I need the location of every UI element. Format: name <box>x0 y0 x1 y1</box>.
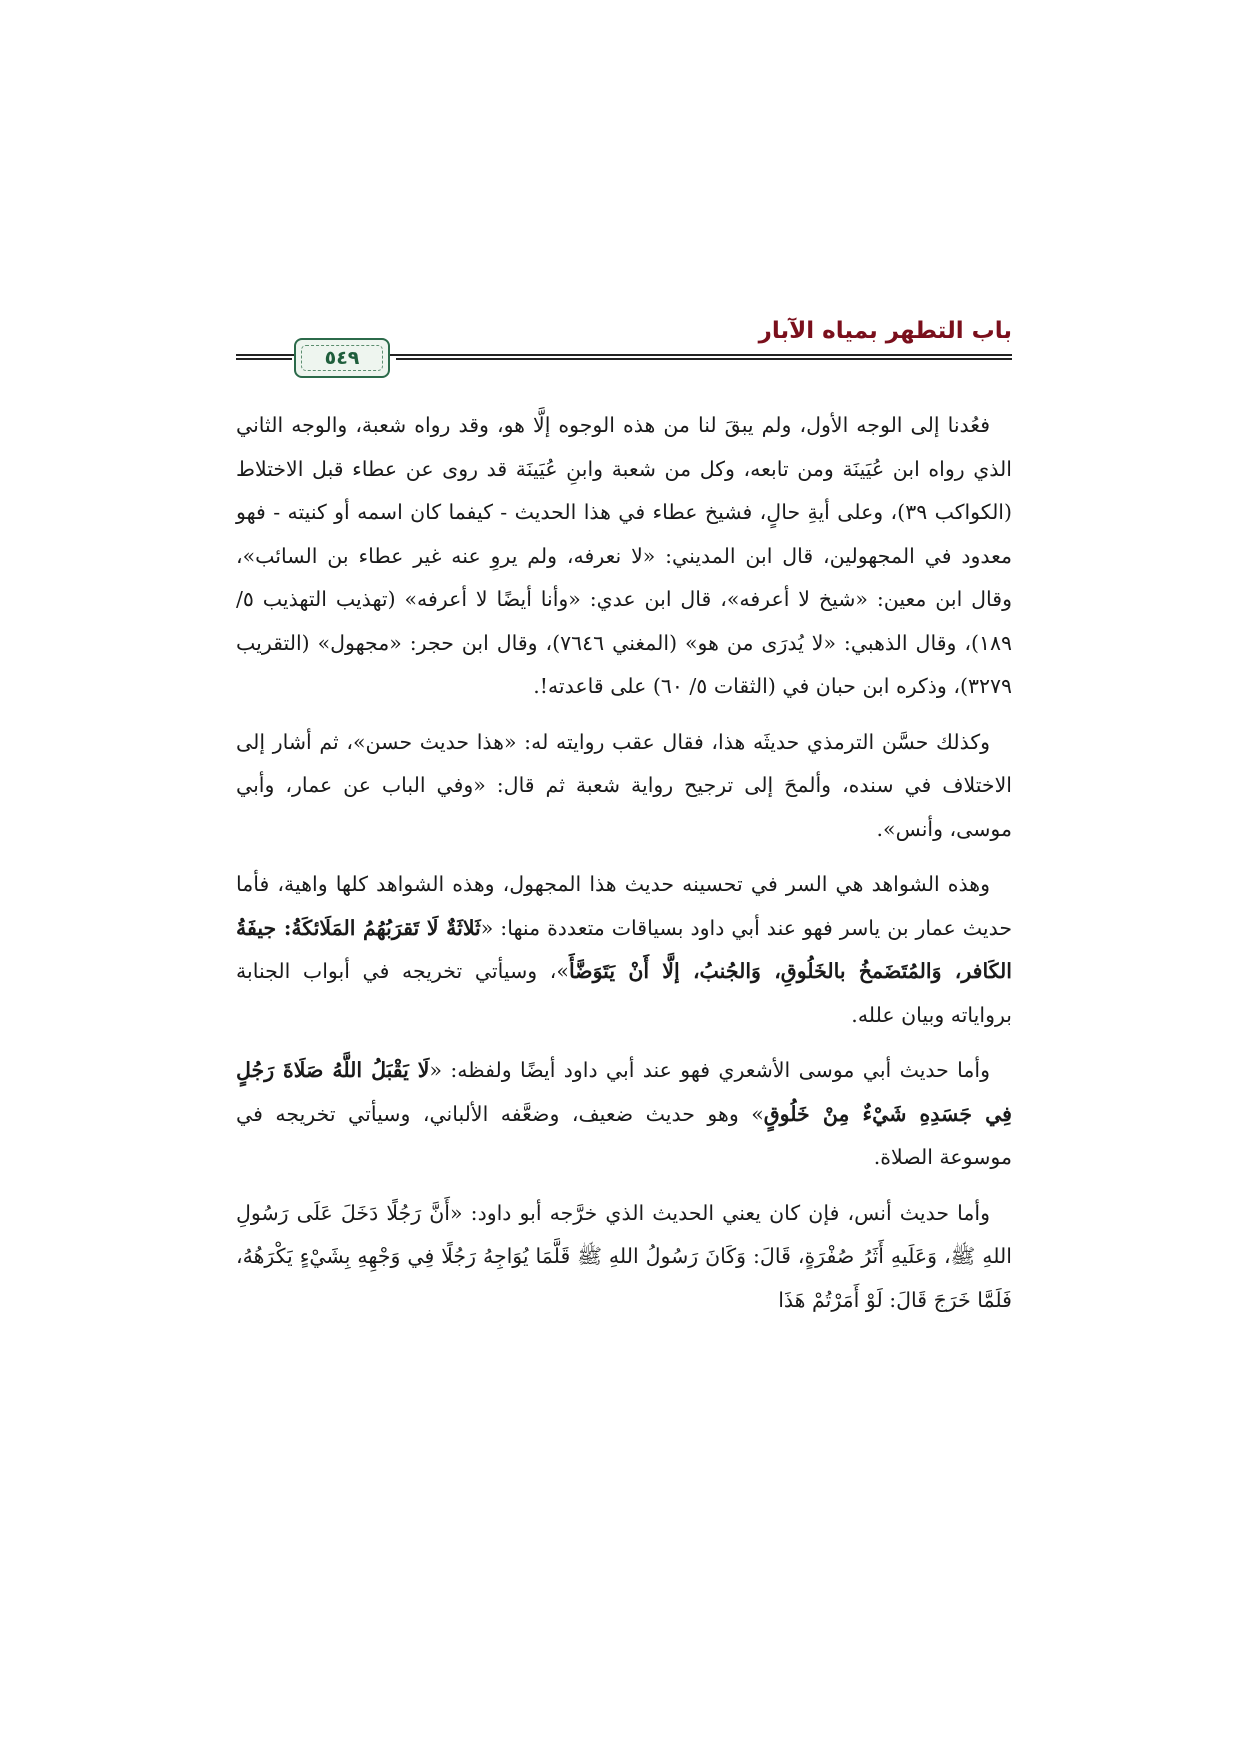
paragraph-3-text: وهذه الشواهد هي السر في تحسينه حديث هذا المجهول، وهذه الشواهد كلها واهية، فأما حديث عمار بن ياسر فهو عند أبي داود بسياقات متعددة منها: « <box>236 872 1013 940</box>
page-body <box>236 404 1012 1334</box>
paragraph-1: فعُدنا إلى الوجه الأول، ولم يبقَ لنا من هذه الوجوه إلَّا هو، وقد رواه شعبة، والوجه الثاني الذي رواه ابن عُيَينَة ومن تابعه، وكل من شعبة وابنِ عُيَينَة قد روى عن عطاء قبل الاختلاط (الكواكب ٣٩)، وعلى أيةِ حالٍ، فشيخ عطاء في هذا الحديث - كيفما كان اسمه أو كنيته - فهو معدود في المجهولين، قال ابن المديني: «لا نعرفه، ولم يروِ عنه غير عطاء بن السائب»، وقال ابن معين: «شيخ لا أعرفه»، قال ابن عدي: «وأنا أيضًا لا أعرفه» (تهذيب التهذيب ٥/ ١٨٩)، وقال الذهبي: «لا يُدرَى من هو» (المغني ٧٦٤٦)، وقال ابن حجر: «مجهول» (التقريب ٣٢٧٩)، وذكره ابن حبان في (الثقات ٥/ ٦٠) على قاعدته!. <box>236 413 1013 698</box>
chapter-title: باب التطهر بمياه الآبار <box>758 318 1012 344</box>
header-rule-right-lower <box>396 358 1012 360</box>
page-number: ٥٤٩ <box>324 347 360 369</box>
paragraph-3 <box>236 863 1012 1037</box>
paragraph-3-tail: »، وسيأتي تخريجه في أبواب الجنابة برواياته وبيان علله. <box>236 959 1012 1027</box>
paragraph-4-text: وأما حديث أبي موسى الأشعري فهو عند أبي داود أيضًا ولفظه: « <box>429 1058 990 1082</box>
paragraph-2: وكذلك حسَّن الترمذي حديثَه هذا، فقال عقب روايته له: «هذا حديث حسن»، ثم أشار إلى الاختلاف في سنده، وألمحَ إلى ترجيح رواية شعبة ثم قال: «وفي الباب عن عمار، وأبي موسى، وأنس». <box>236 729 1012 841</box>
paragraph-5: وأما حديث أنس، فإن كان يعني الحديث الذي خرَّجه أبو داود: «أَنَّ رَجُلًا دَخَلَ عَلَى رَسُولِ اللهِ ﷺ، وَعَلَيهِ أَثَرُ صُفْرَةٍ، قَالَ: وَكَانَ رَسُولُ اللهِ ﷺ قَلَّمَا يُوَاجِهُ رَجُلًا فِي وَجْهِهِ بِشَيْءٍ يَكْرَهُهُ، فَلَمَّا خَرَجَ قَالَ: لَوْ أَمَرْتُمْ هَذَا <box>236 1200 1012 1312</box>
hadith-quote-abu-musa: لَا يَقْبَلُ اللَّهُ صَلَاةَ رَجُلٍ فِي جَسَدِهِ شَيْءٌ مِنْ خَلُوقٍ <box>236 1058 1012 1126</box>
header-rule-left <box>236 354 292 356</box>
page-number-badge <box>294 338 390 378</box>
page-header <box>236 316 1012 369</box>
hadith-quote-ammar: ثَلاثَةٌ لَا تَقرَبُهُمُ المَلَائكَةُ: جيفَةُ الكَافر، وَالمُتَضَمخُ بالخَلُوقِ، وَالجُنبُ، إلَّا أَنْ يَتَوَضَّأَ <box>236 915 1012 983</box>
paragraph-4-tail: » وهو حديث ضعيف، وضعَّفه الألباني، وسيأتي تخريجه في موسوعة الصلاة. <box>236 1101 1012 1169</box>
paragraph-4 <box>236 1049 1012 1180</box>
header-rule-left-lower <box>236 358 292 360</box>
